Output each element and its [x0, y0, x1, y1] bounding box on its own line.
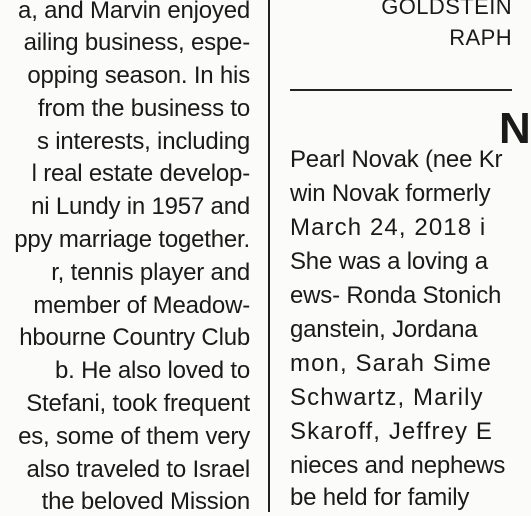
- left-text-line: opping season. In his: [27, 62, 250, 89]
- right-obituary-column: [290, 0, 512, 512]
- section-divider: [290, 89, 512, 91]
- left-text-line: the beloved Mission: [41, 488, 250, 515]
- left-text-line: Stefani, took frequent: [26, 390, 250, 417]
- left-text-line: es, some of them very: [18, 423, 250, 450]
- left-text-line: a, and Marvin enjoyed: [18, 0, 250, 24]
- right-text-line: be held for family: [290, 484, 470, 511]
- obituary-heading-initial: N: [499, 104, 531, 153]
- left-text-line: l real estate develop-: [31, 160, 250, 187]
- right-text-line: ganstein, Jordana: [290, 316, 478, 343]
- left-text-line: s interests, including: [36, 128, 250, 155]
- right-text-line: win Novak formerly: [290, 180, 491, 207]
- left-text-line: also traveled to Israel: [26, 456, 250, 483]
- left-text-line: r, tennis player and: [51, 259, 250, 286]
- right-text-line: Schwartz, Marily: [290, 384, 484, 411]
- left-text-line: b. He also loved to: [55, 357, 250, 384]
- right-text-line: mon, Sarah Sime: [290, 350, 492, 377]
- family-name-line: GOLDSTEIN: [381, 0, 512, 19]
- left-obituary-column: [0, 0, 250, 515]
- column-divider: [268, 0, 270, 512]
- right-text-line: She was a loving a: [290, 248, 488, 275]
- left-text-line: hbourne Country Club: [19, 324, 250, 351]
- left-text-line: ppy marriage together.: [14, 226, 250, 253]
- right-text-line: March 24, 2018 i: [290, 214, 487, 241]
- left-text-line: from the business to: [37, 95, 250, 122]
- left-text-line: ailing business, espe-: [23, 29, 250, 56]
- left-text-line: member of Meadow-: [33, 292, 250, 319]
- left-text-line: ni Lundy in 1957 and: [31, 193, 250, 220]
- family-name-line: RAPH: [449, 25, 512, 50]
- right-text-line: Pearl Novak (nee Kr: [290, 146, 503, 173]
- right-text-line: nieces and nephews: [290, 452, 506, 479]
- right-text-line: Skaroff, Jeffrey E: [290, 418, 493, 445]
- right-text-line: ews- Ronda Stonich: [290, 282, 502, 309]
